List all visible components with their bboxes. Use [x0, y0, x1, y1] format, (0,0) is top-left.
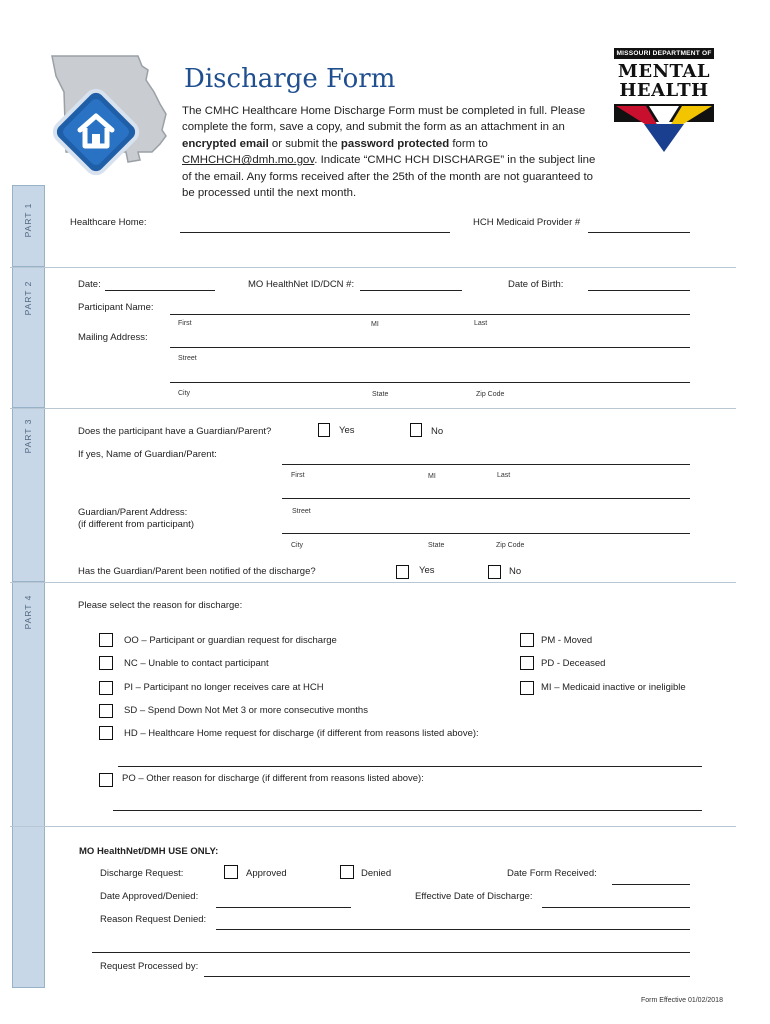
mailing-city-field[interactable]: [170, 382, 690, 383]
guardian-no-label: No: [431, 426, 444, 437]
approved-label: Approved: [246, 868, 287, 879]
discharge-request-label: Discharge Request:: [100, 868, 184, 879]
reason-mi-checkbox[interactable]: [520, 681, 534, 695]
official-use-heading: MO HealthNet/DMH USE ONLY:: [79, 846, 219, 857]
date-field[interactable]: [105, 290, 215, 291]
guardian-name-field[interactable]: [282, 464, 690, 465]
guardian-city-caption: City: [291, 542, 304, 549]
reason-pd-label: PD - Deceased: [541, 658, 606, 669]
date-approved-denied-field[interactable]: [216, 907, 351, 908]
dmh-logo-mental: MENTAL: [617, 61, 711, 82]
reason-sd-checkbox[interactable]: [99, 704, 113, 718]
healthcare-home-field[interactable]: [180, 232, 450, 233]
reason-po-checkbox[interactable]: [99, 773, 113, 787]
reason-sd-label: SD – Spend Down Not Met 3 or more consecutive months: [124, 705, 368, 716]
guardian-mi-caption: MI: [428, 473, 436, 480]
date-approved-denied-label: Date Approved/Denied:: [100, 891, 199, 902]
effective-date-field[interactable]: [542, 907, 690, 908]
date-label: Date:: [78, 279, 101, 290]
reason-pm-checkbox[interactable]: [520, 633, 534, 647]
dob-field[interactable]: [588, 290, 690, 291]
guardian-street-field[interactable]: [282, 533, 690, 534]
processed-by-field[interactable]: [204, 976, 690, 977]
mailing-street-field[interactable]: [170, 347, 690, 348]
dmh-logo-banner: MISSOURI DEPARTMENT OF: [614, 48, 714, 59]
reason-hd-field[interactable]: [118, 766, 702, 767]
section-divider: [10, 582, 736, 583]
part1-label: PART 1: [23, 202, 33, 238]
reason-oo-label: OO – Participant or guardian request for discharge: [124, 635, 337, 646]
last-name-caption: Last: [474, 320, 488, 327]
has-guardian-label: Does the participant have a Guardian/Parent?: [78, 426, 272, 437]
participant-name-label: Participant Name:: [78, 302, 154, 313]
dmh-chevron-icon: [614, 100, 714, 152]
notified-no-checkbox[interactable]: [488, 565, 501, 579]
reason-po-label: PO – Other reason for discharge (if different from reasons listed above):: [122, 773, 424, 784]
guardian-yes-checkbox[interactable]: [318, 423, 330, 437]
effective-date-label: Effective Date of Discharge:: [415, 891, 533, 902]
notified-yes-checkbox[interactable]: [396, 565, 409, 579]
guardian-address-label: Guardian/Parent Address:: [78, 507, 188, 518]
section-divider: [10, 408, 736, 409]
select-reason-label: Please select the reason for discharge:: [78, 600, 243, 611]
date-form-received-label: Date Form Received:: [507, 868, 597, 879]
part3-label: PART 3: [23, 418, 33, 454]
participant-name-field[interactable]: [170, 314, 690, 315]
dmh-logo-health: HEALTH: [619, 80, 709, 101]
provider-number-label: HCH Medicaid Provider #: [473, 217, 581, 228]
reason-hd-checkbox[interactable]: [99, 726, 113, 740]
dob-label: Date of Birth:: [508, 279, 564, 290]
healthcare-home-label: Healthcare Home:: [70, 217, 147, 228]
guardian-name-label: If yes, Name of Guardian/Parent:: [78, 449, 217, 460]
guardian-zip-caption: Zip Code: [496, 542, 525, 549]
reason-oo-checkbox[interactable]: [99, 633, 113, 647]
guardian-street-caption: Street: [292, 508, 311, 515]
reason-nc-checkbox[interactable]: [99, 656, 113, 670]
form-effective-date: Form Effective 01/02/2018: [641, 997, 723, 1004]
guardian-state-caption: State: [428, 542, 445, 549]
reason-po-field[interactable]: [113, 810, 702, 811]
mi-caption: MI: [371, 321, 379, 328]
reason-mi-label: MI – Medicaid inactive or ineligible: [541, 682, 686, 693]
section-divider: [10, 267, 736, 268]
part4-tab: [12, 582, 45, 988]
form-instructions: The CMHC Healthcare Home Discharge Form must be completed in full. Please complete the form, save a copy, and submit the form as an attachment in an encrypted email or submit the password protected form to CMHCHCH@dmh.mo.gov. Indicate “CMHC HCH DISCHARGE” in the subject line of the email. Any forms received after the 25th of the month are not guaranteed to be processed until the next month.: [182, 105, 596, 200]
guardian-notified-label: Has the Guardian/Parent been notified of the discharge?: [78, 566, 316, 577]
date-form-received-field[interactable]: [612, 884, 690, 885]
reason-denied-label: Reason Request Denied:: [100, 914, 207, 925]
reason-pd-checkbox[interactable]: [520, 656, 534, 670]
guardian-last-caption: Last: [497, 472, 511, 479]
reason-denied-field[interactable]: [216, 929, 690, 930]
mailing-address-label: Mailing Address:: [78, 332, 148, 343]
reason-pm-label: PM - Moved: [541, 635, 593, 646]
processed-by-label: Request Processed by:: [100, 961, 199, 972]
dmh-logo: [614, 48, 714, 156]
approved-checkbox[interactable]: [224, 865, 238, 879]
hch-logo: [42, 52, 170, 180]
guardian-no-checkbox[interactable]: [410, 423, 422, 437]
section-divider: [10, 826, 736, 827]
dcn-field[interactable]: [360, 290, 462, 291]
guardian-address-note: (if different from participant): [78, 519, 194, 530]
denied-checkbox[interactable]: [340, 865, 354, 879]
part4-label: PART 4: [23, 594, 33, 630]
reason-denied-field-2[interactable]: [92, 952, 690, 953]
denied-label: Denied: [361, 868, 392, 879]
zip-caption: Zip Code: [476, 391, 505, 398]
notified-no-label: No: [509, 566, 522, 577]
reason-pi-label: PI – Participant no longer receives care at HCH: [124, 682, 324, 693]
street-caption: Street: [178, 355, 197, 362]
guardian-first-caption: First: [291, 472, 305, 479]
dcn-label: MO HealthNet ID/DCN #:: [248, 279, 355, 290]
provider-number-field[interactable]: [588, 232, 690, 233]
reason-pi-checkbox[interactable]: [99, 681, 113, 695]
city-caption: City: [178, 390, 191, 397]
reason-hd-label: HD – Healthcare Home request for discharge (if different from reasons listed above):: [124, 728, 479, 739]
form-title: Discharge Form: [184, 64, 396, 94]
reason-nc-label: NC – Unable to contact participant: [124, 658, 269, 669]
notified-yes-label: Yes: [419, 565, 435, 576]
state-caption: State: [372, 391, 389, 398]
first-name-caption: First: [178, 320, 192, 327]
part2-label: PART 2: [23, 280, 33, 316]
guardian-yes-label: Yes: [339, 425, 355, 436]
email-link[interactable]: CMHCHCH@dmh.mo.gov: [182, 154, 315, 167]
guardian-name-underline[interactable]: [282, 498, 690, 499]
